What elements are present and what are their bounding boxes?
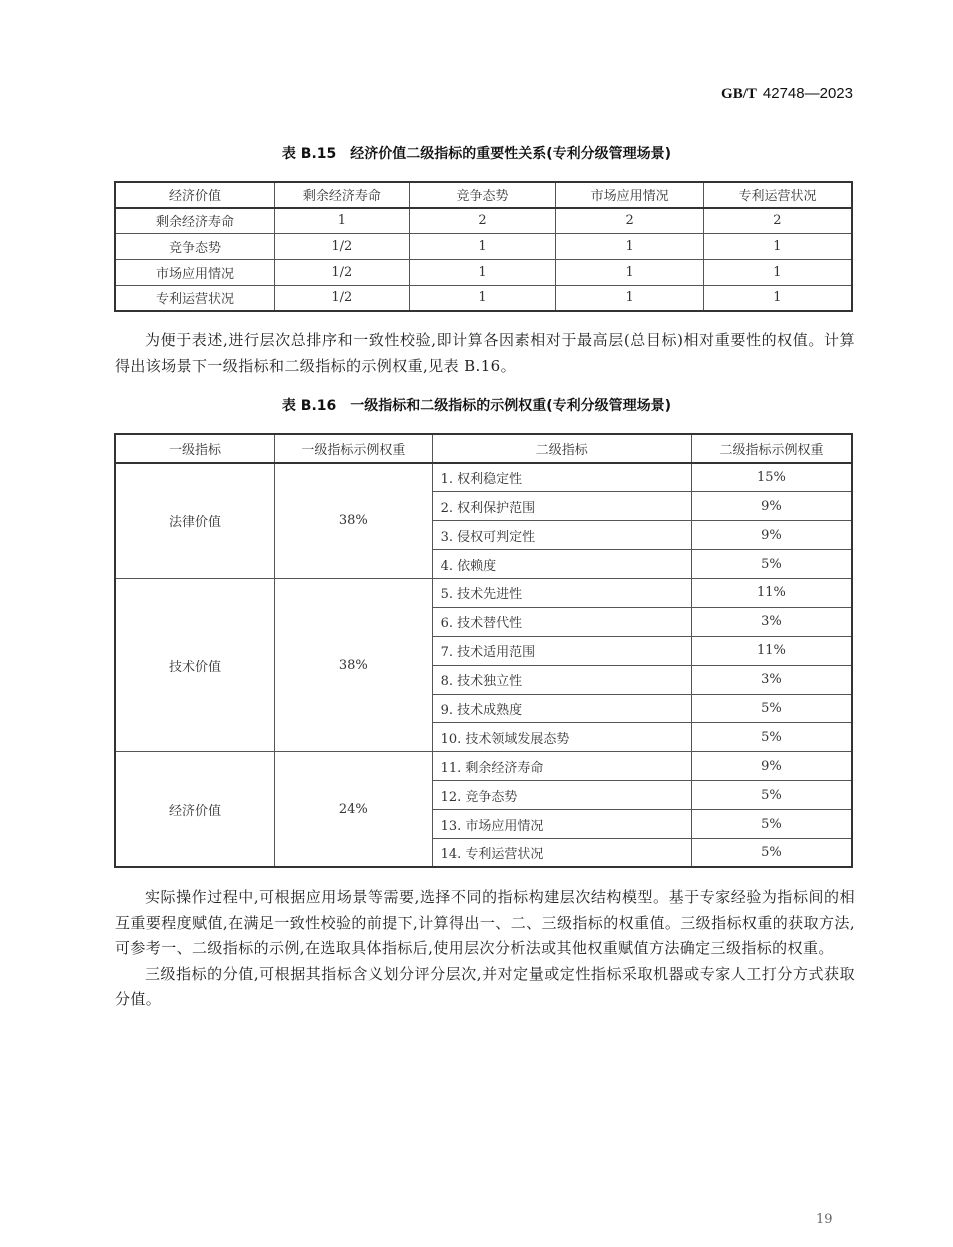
secondary-weight: 3% [691, 607, 852, 636]
table-b15-number: 表 B.15 [281, 146, 337, 162]
primary-weight: 24% [275, 752, 433, 868]
column-header: 一级指标示例权重 [275, 434, 433, 463]
table-cell: 1 [703, 234, 852, 260]
table-cell: 1 [409, 259, 556, 285]
table-b16-caption [0, 395, 953, 415]
primary-indicator: 法律价值 [115, 463, 275, 579]
row-header: 专利运营状况 [115, 285, 275, 311]
table-cell: 2 [703, 208, 852, 234]
column-header: 一级指标 [115, 434, 275, 463]
table-cell: 1 [409, 285, 556, 311]
standard-prefix: GB/T [721, 86, 757, 102]
primary-weight: 38% [275, 578, 433, 751]
table-cell: 1/2 [275, 259, 410, 285]
secondary-indicator: 9. 技术成熟度 [432, 694, 691, 723]
column-header: 二级指标示例权重 [691, 434, 852, 463]
secondary-indicator: 10. 技术领域发展态势 [432, 723, 691, 752]
row-header: 剩余经济寿命 [115, 208, 275, 234]
table-row [115, 752, 852, 781]
standard-code [721, 84, 853, 103]
secondary-weight: 9% [691, 752, 852, 781]
secondary-indicator: 4. 依赖度 [432, 550, 691, 579]
column-header: 市场应用情况 [556, 182, 704, 208]
table-cell: 1 [703, 285, 852, 311]
standard-number: 42748—2023 [762, 85, 853, 102]
table-b16-number: 表 B.16 [281, 398, 337, 414]
table-cell: 2 [409, 208, 556, 234]
secondary-indicator: 6. 技术替代性 [432, 607, 691, 636]
body-paragraph-2: 实际操作过程中,可根据应用场景等需要,选择不同的指标构建层次结构模型。基于专家经验为指标间的相互重要程度赋值,在满足一致性校验的前提下,计算得出一、二、三级指标的权重值。三级指标权重的获取方法,可参考一、二级指标的示例,在选取具体指标后,使用层次分析法或其他权重赋值方法确定三级指标的权重。 三级指标的分值,可根据其指标含义划分评分层次,并对定量或定性指标采取机器或专家人工打分方式获取分值。 [115, 885, 855, 1013]
table-cell: 1 [703, 259, 852, 285]
primary-indicator: 经济价值 [115, 752, 275, 868]
secondary-weight: 9% [691, 521, 852, 550]
secondary-weight: 5% [691, 550, 852, 579]
secondary-weight: 15% [691, 463, 852, 492]
table-row [115, 259, 852, 285]
table-cell: 1/2 [275, 285, 410, 311]
row-header: 市场应用情况 [115, 259, 275, 285]
secondary-weight: 11% [691, 578, 852, 607]
column-header: 专利运营状况 [703, 182, 852, 208]
table-cell: 1 [556, 259, 704, 285]
secondary-indicator: 1. 权利稳定性 [432, 463, 691, 492]
secondary-weight: 9% [691, 492, 852, 521]
secondary-indicator: 12. 竞争态势 [432, 781, 691, 810]
table-row [115, 234, 852, 260]
table-cell: 1 [409, 234, 556, 260]
row-header: 竞争态势 [115, 234, 275, 260]
primary-indicator: 技术价值 [115, 578, 275, 751]
secondary-weight: 5% [691, 810, 852, 839]
secondary-weight: 5% [691, 838, 852, 867]
table-header-row [115, 434, 852, 463]
body-paragraph-1: 为便于表述,进行层次总排序和一致性校验,即计算各因素相对于最高层(总目标)相对重要性的权值。计算得出该场景下一级指标和二级指标的示例权重,见表 B.16。 [115, 331, 855, 375]
primary-weight: 38% [275, 463, 433, 579]
column-header: 二级指标 [432, 434, 691, 463]
secondary-weight: 3% [691, 665, 852, 694]
secondary-weight: 5% [691, 781, 852, 810]
secondary-indicator: 5. 技术先进性 [432, 578, 691, 607]
table-b15-caption [0, 143, 953, 163]
table-b16-title: 一级指标和二级指标的示例权重(专利分级管理场景) [350, 398, 672, 414]
column-header: 经济价值 [115, 182, 275, 208]
table-cell: 1/2 [275, 234, 410, 260]
secondary-indicator: 8. 技术独立性 [432, 665, 691, 694]
table-cell: 1 [275, 208, 410, 234]
table-row [115, 208, 852, 234]
secondary-indicator: 7. 技术适用范围 [432, 636, 691, 665]
page-number: 19 [816, 1212, 833, 1227]
table-cell: 1 [556, 285, 704, 311]
secondary-indicator: 11. 剩余经济寿命 [432, 752, 691, 781]
table-row [115, 285, 852, 311]
secondary-indicator: 14. 专利运营状况 [432, 838, 691, 867]
table-header-row [115, 182, 852, 208]
secondary-indicator: 13. 市场应用情况 [432, 810, 691, 839]
table-b16 [114, 433, 853, 868]
table-cell: 1 [556, 234, 704, 260]
secondary-weight: 5% [691, 694, 852, 723]
table-row [115, 463, 852, 492]
table-b15 [114, 181, 853, 312]
body-paragraph-3: 三级指标的分值,可根据其指标含义划分评分层次,并对定量或定性指标采取机器或专家人工打分方式获取分值。 [115, 964, 855, 1008]
table-cell: 2 [556, 208, 704, 234]
column-header: 剩余经济寿命 [275, 182, 410, 208]
secondary-indicator: 2. 权利保护范围 [432, 492, 691, 521]
secondary-weight: 11% [691, 636, 852, 665]
table-b15-title: 经济价值二级指标的重要性关系(专利分级管理场景) [350, 146, 672, 162]
secondary-indicator: 3. 侵权可判定性 [432, 521, 691, 550]
table-row [115, 578, 852, 607]
column-header: 竞争态势 [409, 182, 556, 208]
secondary-weight: 5% [691, 723, 852, 752]
